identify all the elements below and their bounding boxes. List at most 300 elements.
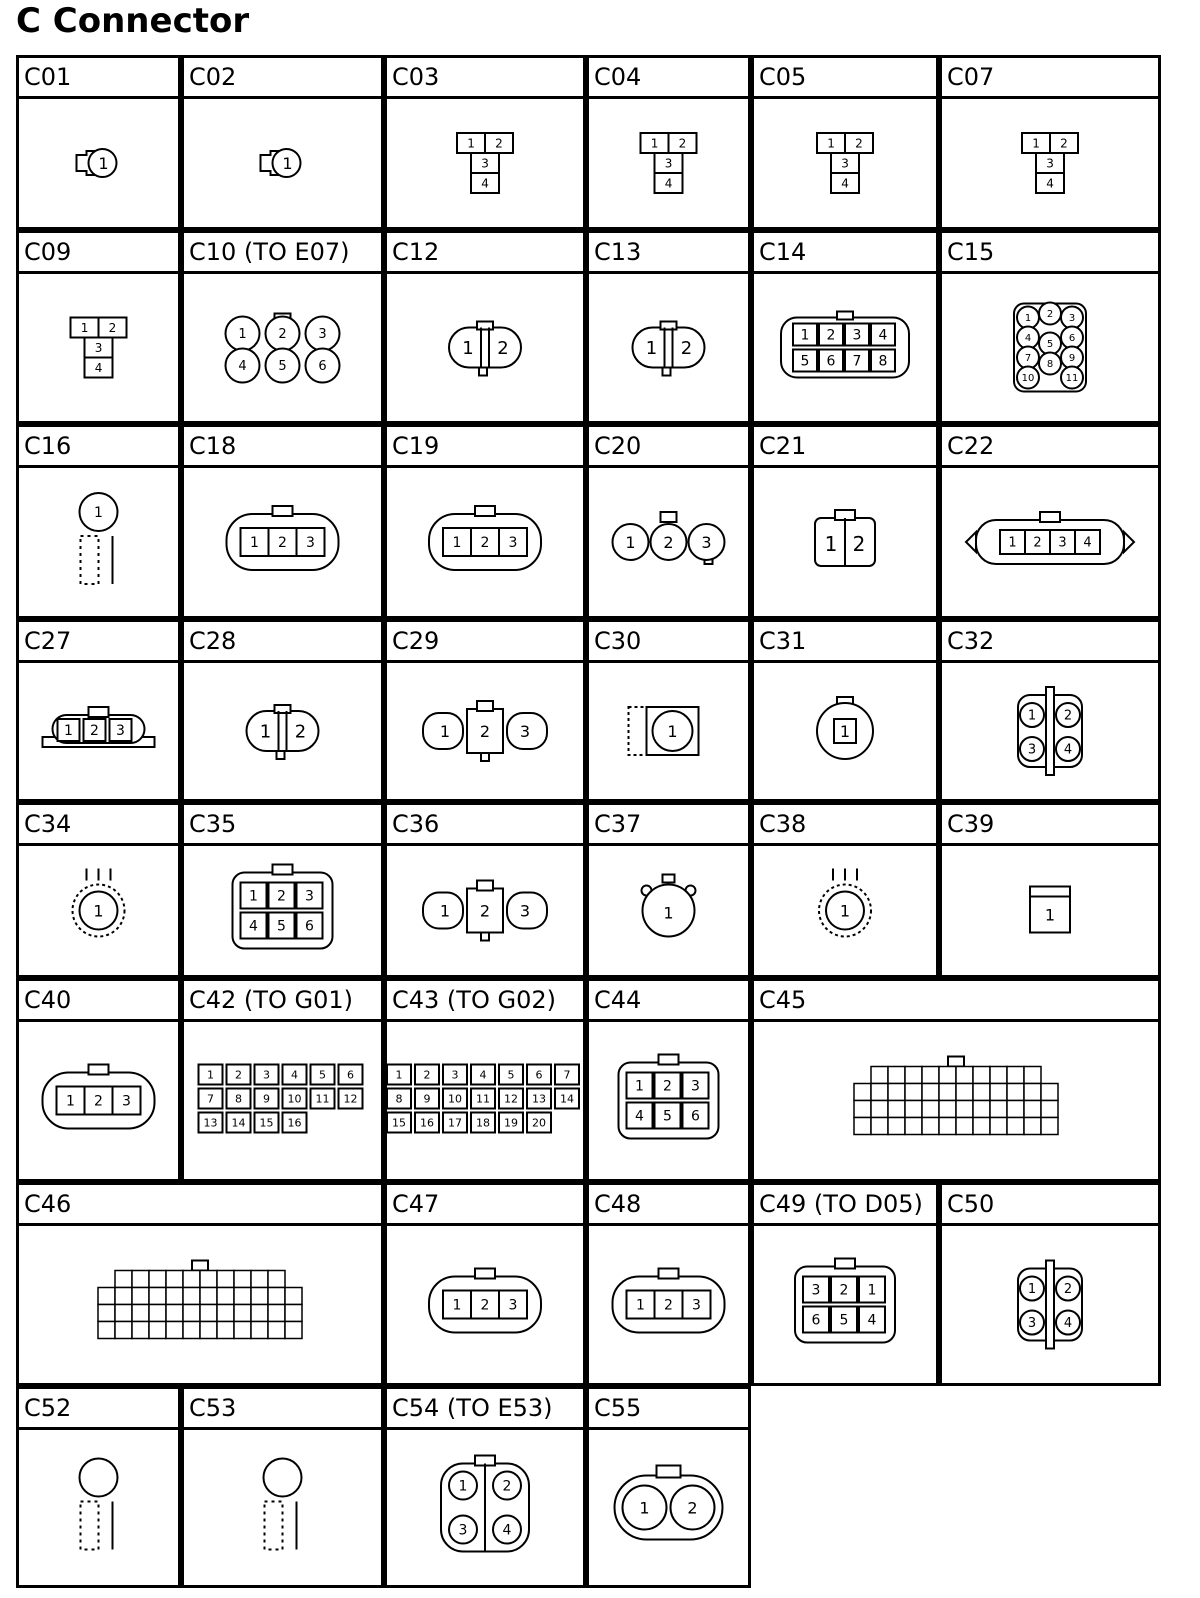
connector-shape bbox=[642, 875, 696, 937]
connector-cell-c36 bbox=[384, 802, 586, 978]
pin-number: 8 bbox=[395, 1092, 403, 1106]
page-title: C Connector bbox=[16, 1, 250, 41]
pin-number: 1 bbox=[1027, 708, 1037, 724]
pin-number: 7 bbox=[563, 1068, 571, 1082]
pin-number: 1 bbox=[1027, 1282, 1037, 1298]
pin-number: 3 bbox=[1046, 156, 1054, 171]
pin-number: 4 bbox=[841, 176, 849, 191]
pin-number: 10 bbox=[1021, 373, 1035, 385]
connector-shape bbox=[98, 1261, 302, 1339]
pin-number: 3 bbox=[519, 901, 531, 921]
connector-diagram bbox=[387, 1022, 583, 1179]
pin-number: 2 bbox=[479, 721, 491, 741]
connector-cell-c40 bbox=[16, 978, 181, 1182]
connector-shape bbox=[429, 506, 541, 570]
pin-number: 1 bbox=[395, 1068, 403, 1082]
connector-diagram bbox=[184, 846, 381, 975]
connector-drawing bbox=[589, 274, 748, 421]
connector-drawing bbox=[184, 468, 381, 616]
pin-number: 1 bbox=[1024, 313, 1032, 325]
pin-number: 5 bbox=[1046, 339, 1054, 351]
connector-label: C45 bbox=[754, 981, 1158, 1022]
pin-number: 3 bbox=[1068, 313, 1076, 325]
pin-number: 3 bbox=[841, 156, 849, 171]
connector-diagram bbox=[754, 663, 936, 799]
connector-label: C53 bbox=[184, 1389, 381, 1430]
connector-label: C43 (TO G02) bbox=[387, 981, 583, 1022]
pin-number: 9 bbox=[263, 1092, 270, 1106]
connector-label: C16 bbox=[19, 427, 178, 468]
connector-shape bbox=[795, 1259, 895, 1343]
pin-number: 1 bbox=[824, 532, 838, 557]
connector-cell-c37 bbox=[586, 802, 751, 978]
connector-diagram bbox=[19, 663, 178, 799]
pin-number: 1 bbox=[667, 721, 678, 741]
pin-number: 7 bbox=[852, 353, 862, 370]
pin-number: 1 bbox=[827, 136, 835, 151]
connector-label: C03 bbox=[387, 58, 583, 99]
pin-number: 1 bbox=[452, 1297, 462, 1314]
connector-cell-c30 bbox=[586, 619, 751, 802]
connector-shape bbox=[613, 512, 725, 564]
pin-number: 10 bbox=[287, 1092, 302, 1106]
pin-number: 3 bbox=[122, 1093, 131, 1110]
connector-shape bbox=[77, 149, 117, 177]
connector-drawing bbox=[754, 663, 936, 799]
connector-cell-c50 bbox=[939, 1182, 1161, 1386]
pin-number: 3 bbox=[94, 340, 103, 355]
pin-number: 3 bbox=[318, 327, 327, 343]
connector-drawing bbox=[387, 1226, 583, 1383]
connector-cell-c27 bbox=[16, 619, 181, 802]
connector-diagram bbox=[387, 274, 583, 421]
connector-shape bbox=[815, 510, 875, 566]
connector-diagram bbox=[184, 468, 381, 616]
pin-number: 4 bbox=[1083, 535, 1092, 551]
connector-shape bbox=[781, 312, 909, 378]
pin-number: 2 bbox=[664, 1297, 673, 1314]
pin-number: 4 bbox=[1024, 333, 1032, 345]
connector-diagram bbox=[589, 1022, 748, 1179]
connector-drawing bbox=[754, 1022, 1158, 1179]
connector-drawing bbox=[589, 1226, 748, 1383]
connector-drawing bbox=[942, 663, 1158, 799]
connector-shape bbox=[633, 322, 705, 376]
connector-shape bbox=[233, 865, 333, 949]
pin-number: 2 bbox=[479, 901, 491, 921]
connector-label: C55 bbox=[589, 1389, 748, 1430]
connector-shape bbox=[80, 493, 118, 584]
pin-number: 3 bbox=[305, 888, 314, 905]
connector-drawing bbox=[589, 846, 748, 975]
pin-number: 1 bbox=[635, 1078, 644, 1095]
connector-shape bbox=[966, 512, 1134, 564]
connector-cell-c43 bbox=[384, 978, 586, 1182]
pin-number: 15 bbox=[259, 1116, 274, 1130]
pin-number: 2 bbox=[1063, 708, 1073, 724]
connector-drawing bbox=[754, 99, 936, 227]
pin-number: 4 bbox=[664, 176, 673, 191]
connector-shape bbox=[817, 133, 873, 193]
connector-shape bbox=[613, 1269, 725, 1333]
pin-number: 3 bbox=[692, 1297, 701, 1314]
connector-cell-c52 bbox=[16, 1386, 181, 1588]
pin-number: 11 bbox=[315, 1092, 330, 1106]
pin-number: 1 bbox=[93, 901, 104, 921]
connector-diagram bbox=[942, 1226, 1158, 1383]
connector-shape bbox=[73, 869, 125, 937]
connector-label: C46 bbox=[19, 1185, 381, 1226]
connector-shape bbox=[457, 133, 513, 193]
connector-label: C31 bbox=[754, 622, 936, 663]
pin-number: 6 bbox=[305, 918, 314, 935]
connector-shape bbox=[641, 133, 697, 193]
pin-number: 2 bbox=[678, 136, 687, 151]
connector-label: C19 bbox=[387, 427, 583, 468]
connector-label: C54 (TO E53) bbox=[387, 1389, 583, 1430]
connector-shape bbox=[1018, 1261, 1082, 1349]
connector-drawing bbox=[754, 1226, 936, 1383]
connector-diagram bbox=[387, 663, 583, 799]
connector-drawing bbox=[387, 99, 583, 227]
pin-number: 1 bbox=[645, 337, 658, 359]
pin-number: 9 bbox=[1068, 353, 1076, 365]
connector-drawing bbox=[387, 1022, 583, 1179]
connector-diagram bbox=[19, 1022, 178, 1179]
connector-cell-c29 bbox=[384, 619, 586, 802]
connector-drawing bbox=[19, 274, 178, 421]
connector-diagram bbox=[184, 663, 381, 799]
pin-number: 8 bbox=[878, 353, 888, 370]
connector-diagram bbox=[184, 274, 381, 421]
pin-number: 4 bbox=[867, 1312, 877, 1329]
connector-label: C01 bbox=[19, 58, 178, 99]
connector-diagram bbox=[184, 1022, 381, 1179]
connector-drawing bbox=[589, 1430, 748, 1585]
connector-cell-c48 bbox=[586, 1182, 751, 1386]
connector-drawing bbox=[589, 99, 748, 227]
pin-number: 1 bbox=[839, 721, 851, 741]
connector-diagram bbox=[589, 1226, 748, 1383]
pin-number: 2 bbox=[423, 1068, 431, 1082]
connector-cell-c12 bbox=[384, 230, 586, 424]
connector-diagram bbox=[754, 99, 936, 227]
connector-drawing bbox=[387, 663, 583, 799]
connector-cell-c03 bbox=[384, 55, 586, 230]
connector-diagram bbox=[184, 99, 381, 227]
connector-label: C09 bbox=[19, 233, 178, 274]
connector-drawing bbox=[754, 468, 936, 616]
connector-drawing bbox=[19, 1226, 381, 1383]
connector-shape bbox=[43, 1065, 155, 1129]
pin-number: 3 bbox=[1027, 742, 1037, 758]
connector-drawing bbox=[942, 846, 1158, 975]
pin-number: 4 bbox=[1063, 742, 1073, 758]
pin-number: 2 bbox=[1063, 1282, 1073, 1298]
connector-diagram bbox=[589, 1430, 748, 1585]
pin-number: 10 bbox=[448, 1092, 462, 1106]
pin-number: 11 bbox=[476, 1092, 490, 1106]
connector-label: C39 bbox=[942, 805, 1158, 846]
connector-diagram bbox=[387, 1226, 583, 1383]
pin-number: 2 bbox=[277, 888, 286, 905]
pin-number: 1 bbox=[259, 721, 272, 743]
pin-number: 3 bbox=[1027, 1316, 1037, 1332]
pin-number: 5 bbox=[507, 1068, 515, 1082]
connector-shape bbox=[1018, 687, 1082, 775]
connector-cell-c53 bbox=[181, 1386, 384, 1588]
connector-drawing bbox=[19, 1430, 178, 1585]
pin-number: 2 bbox=[502, 1478, 512, 1495]
connector-shape bbox=[1014, 303, 1086, 392]
pin-number: 3 bbox=[691, 1078, 700, 1095]
pin-number: 9 bbox=[423, 1092, 431, 1106]
connector-cell-c18 bbox=[181, 424, 384, 619]
connector-diagram bbox=[589, 663, 748, 799]
connector-cell-c47 bbox=[384, 1182, 586, 1386]
pin-number: 2 bbox=[278, 535, 287, 552]
pin-number: 7 bbox=[1024, 353, 1032, 365]
connector-shape bbox=[615, 1466, 723, 1540]
connector-cell-c22 bbox=[939, 424, 1161, 619]
pin-number: 3 bbox=[811, 1282, 821, 1299]
connector-shape bbox=[261, 149, 301, 177]
pin-number: 17 bbox=[448, 1116, 462, 1130]
connector-label: C07 bbox=[942, 58, 1158, 99]
connector-cell-c10 bbox=[181, 230, 384, 424]
connector-label: C37 bbox=[589, 805, 748, 846]
pin-number: 20 bbox=[532, 1116, 546, 1130]
connector-label: C28 bbox=[184, 622, 381, 663]
connector-label: C22 bbox=[942, 427, 1158, 468]
connector-drawing bbox=[387, 846, 583, 975]
pin-number: 1 bbox=[207, 1068, 214, 1082]
pin-number: 5 bbox=[277, 918, 286, 935]
pin-number: 15 bbox=[392, 1116, 406, 1130]
connector-shape bbox=[819, 869, 871, 937]
pin-number: 1 bbox=[64, 723, 73, 740]
pin-number: 1 bbox=[1032, 136, 1040, 151]
connector-drawing bbox=[754, 274, 936, 421]
connector-label: C21 bbox=[754, 427, 936, 468]
connector-diagram bbox=[19, 846, 178, 975]
connector-drawing bbox=[184, 99, 381, 227]
connector-drawing bbox=[387, 1430, 583, 1585]
connector-cell-c46 bbox=[16, 1182, 384, 1386]
connector-drawing bbox=[754, 846, 936, 975]
pin-number: 3 bbox=[1058, 535, 1067, 551]
pin-number: 2 bbox=[497, 337, 509, 359]
pin-number: 6 bbox=[1068, 333, 1076, 345]
connector-drawing bbox=[184, 1430, 381, 1585]
pin-number: 6 bbox=[535, 1068, 543, 1082]
pin-number: 4 bbox=[238, 359, 247, 375]
connector-label: C18 bbox=[184, 427, 381, 468]
connector-cell-c34 bbox=[16, 802, 181, 978]
pin-number: 13 bbox=[532, 1092, 546, 1106]
connector-diagram bbox=[589, 99, 748, 227]
connector-shape bbox=[449, 322, 521, 376]
connector-diagram bbox=[754, 1022, 1158, 1179]
connector-cell-c14 bbox=[751, 230, 939, 424]
pin-number: 2 bbox=[108, 320, 117, 335]
pin-number: 6 bbox=[691, 1108, 700, 1125]
connector-grid bbox=[16, 55, 1161, 1588]
connector-cell-c42 bbox=[181, 978, 384, 1182]
pin-number: 1 bbox=[94, 505, 103, 522]
pin-number: 3 bbox=[519, 721, 531, 741]
pin-number: 6 bbox=[811, 1312, 821, 1329]
connector-label: C36 bbox=[387, 805, 583, 846]
pin-number: 2 bbox=[839, 1282, 849, 1299]
connector-label: C32 bbox=[942, 622, 1158, 663]
connector-drawing bbox=[184, 663, 381, 799]
pin-number: 5 bbox=[319, 1068, 326, 1082]
pin-number: 18 bbox=[476, 1116, 490, 1130]
connector-cell-c32 bbox=[939, 619, 1161, 802]
connector-cell-c38 bbox=[751, 802, 939, 978]
connector-label: C35 bbox=[184, 805, 381, 846]
pin-number: 8 bbox=[1046, 359, 1054, 371]
connector-drawing bbox=[387, 274, 583, 421]
connector-shape bbox=[264, 1459, 302, 1550]
pin-number: 14 bbox=[231, 1116, 246, 1130]
connector-cell-c39 bbox=[939, 802, 1161, 978]
pin-number: 1 bbox=[839, 901, 851, 921]
connector-shape bbox=[619, 1055, 719, 1139]
connector-drawing bbox=[589, 1022, 748, 1179]
pin-number: 3 bbox=[263, 1068, 270, 1082]
pin-number: 2 bbox=[852, 532, 866, 557]
connector-diagram bbox=[754, 1226, 936, 1383]
connector-label: C52 bbox=[19, 1389, 178, 1430]
connector-drawing bbox=[942, 99, 1158, 227]
pin-number: 1 bbox=[467, 136, 475, 151]
pin-number: 3 bbox=[664, 156, 673, 171]
connector-diagram bbox=[942, 468, 1158, 616]
pin-number: 1 bbox=[439, 901, 451, 921]
connector-drawing bbox=[184, 274, 381, 421]
connector-cell-c19 bbox=[384, 424, 586, 619]
connector-drawing bbox=[942, 274, 1158, 421]
connector-diagram bbox=[942, 846, 1158, 975]
pin-number: 5 bbox=[839, 1312, 849, 1329]
pin-number: 4 bbox=[1046, 176, 1054, 191]
pin-number: 4 bbox=[249, 918, 258, 935]
connector-shape bbox=[817, 697, 873, 759]
connector-drawing bbox=[184, 846, 381, 975]
pin-number: 11 bbox=[1065, 373, 1079, 385]
connector-label: C04 bbox=[589, 58, 748, 99]
pin-number: 3 bbox=[852, 327, 862, 344]
pin-number: 1 bbox=[663, 903, 674, 923]
pin-number: 4 bbox=[878, 327, 888, 344]
connector-shape bbox=[1030, 887, 1070, 933]
connector-diagram bbox=[19, 99, 178, 227]
connector-cell-c02 bbox=[181, 55, 384, 230]
connector-drawing bbox=[19, 1022, 178, 1179]
pin-number: 4 bbox=[635, 1108, 644, 1125]
pin-number: 6 bbox=[826, 353, 836, 370]
connector-diagram bbox=[589, 274, 748, 421]
connector-cell-c54 bbox=[384, 1386, 586, 1588]
connector-drawing bbox=[19, 663, 178, 799]
pin-number: 2 bbox=[480, 535, 490, 552]
pin-number: 1 bbox=[650, 136, 659, 151]
connector-label: C15 bbox=[942, 233, 1158, 274]
connector-shape bbox=[1022, 133, 1078, 193]
connector-shape bbox=[247, 705, 319, 759]
pin-number: 12 bbox=[504, 1092, 518, 1106]
pin-number: 1 bbox=[639, 1498, 650, 1518]
connector-shape bbox=[226, 314, 340, 383]
connector-drawing bbox=[942, 468, 1158, 616]
connector-drawing bbox=[589, 663, 748, 799]
pin-number: 1 bbox=[249, 888, 258, 905]
pin-number: 16 bbox=[420, 1116, 434, 1130]
pin-number: 12 bbox=[343, 1092, 358, 1106]
connector-cell-c13 bbox=[586, 230, 751, 424]
connector-shape bbox=[387, 1061, 583, 1141]
pin-number: 2 bbox=[480, 1297, 490, 1314]
connector-shape bbox=[854, 1057, 1058, 1135]
pin-number: 8 bbox=[235, 1092, 242, 1106]
connector-cell-c05 bbox=[751, 55, 939, 230]
connector-cell-c04 bbox=[586, 55, 751, 230]
connector-drawing bbox=[19, 468, 178, 616]
pin-number: 1 bbox=[80, 320, 89, 335]
connector-shape bbox=[80, 1459, 118, 1550]
pin-number: 4 bbox=[291, 1068, 298, 1082]
connector-label: C42 (TO G01) bbox=[184, 981, 381, 1022]
pin-number: 3 bbox=[508, 535, 518, 552]
connector-shape bbox=[423, 881, 547, 941]
connector-diagram bbox=[387, 468, 583, 616]
pin-number: 2 bbox=[235, 1068, 242, 1082]
connector-diagram bbox=[754, 274, 936, 421]
pin-number: 2 bbox=[1033, 535, 1042, 551]
pin-number: 4 bbox=[94, 360, 103, 375]
pin-number: 4 bbox=[502, 1522, 512, 1539]
connector-cell-c09 bbox=[16, 230, 181, 424]
connector-diagram bbox=[754, 846, 936, 975]
pin-number: 2 bbox=[90, 723, 99, 740]
connector-cell-c31 bbox=[751, 619, 939, 802]
pin-number: 3 bbox=[701, 532, 712, 552]
connector-drawing bbox=[387, 468, 583, 616]
connector-label: C30 bbox=[589, 622, 748, 663]
pin-number: 1 bbox=[452, 535, 462, 552]
pin-number: 1 bbox=[66, 1093, 75, 1110]
pin-number: 1 bbox=[439, 721, 451, 741]
pin-number: 19 bbox=[504, 1116, 518, 1130]
pin-number: 1 bbox=[867, 1282, 877, 1299]
connector-label: C48 bbox=[589, 1185, 748, 1226]
connector-cell-c35 bbox=[181, 802, 384, 978]
pin-number: 1 bbox=[462, 337, 474, 359]
pin-number: 5 bbox=[800, 353, 810, 370]
connector-label: C29 bbox=[387, 622, 583, 663]
connector-diagram bbox=[942, 99, 1158, 227]
pin-number: 2 bbox=[1046, 309, 1054, 321]
connector-diagram bbox=[589, 846, 748, 975]
pin-number: 1 bbox=[458, 1478, 468, 1495]
pin-number: 4 bbox=[481, 176, 489, 191]
pin-number: 3 bbox=[451, 1068, 459, 1082]
connector-shape bbox=[423, 701, 547, 761]
connector-label: C49 (TO D05) bbox=[754, 1185, 936, 1226]
connector-cell-c28 bbox=[181, 619, 384, 802]
